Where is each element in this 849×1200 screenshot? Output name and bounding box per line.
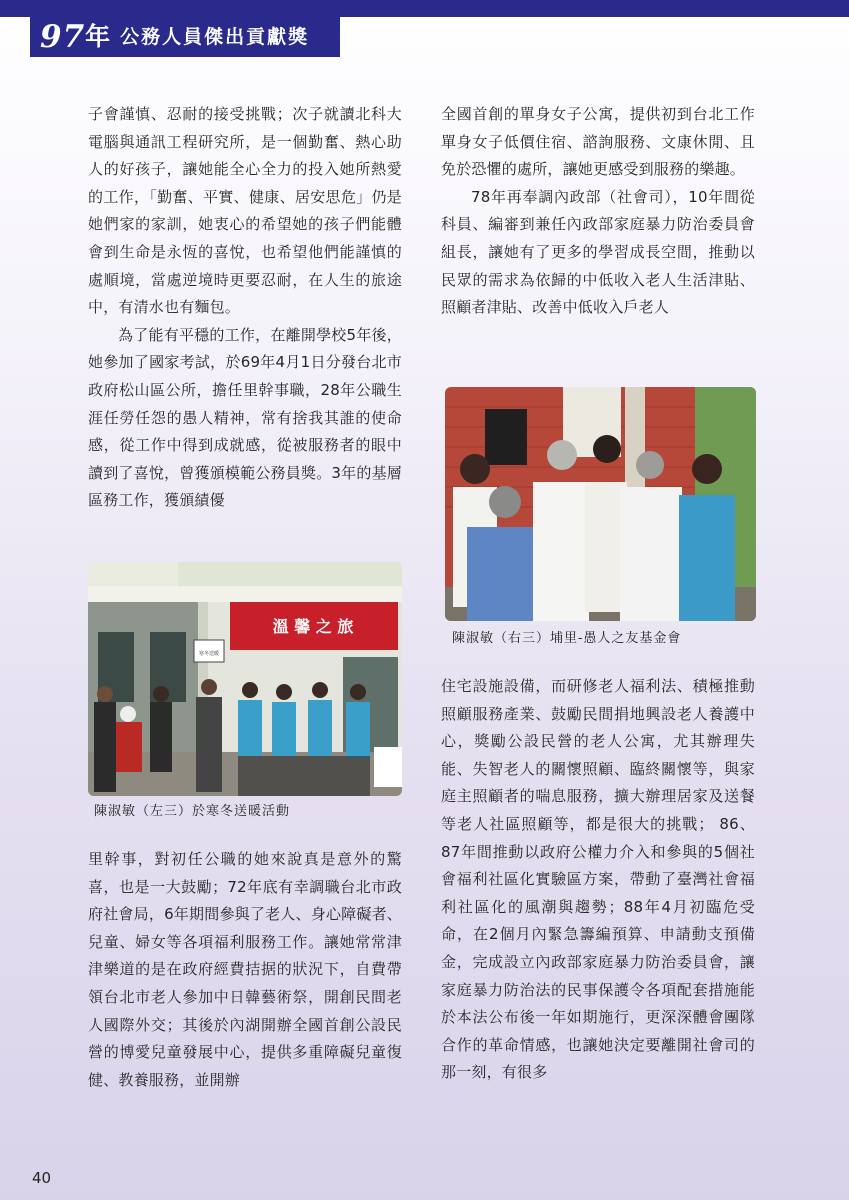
section-header bbox=[30, 17, 340, 57]
banner-text: 溫 馨 之 旅 bbox=[272, 617, 354, 636]
paragraph: 子會謹慎、忍耐的接受挑戰；次子就讀北科大電腦與通訊工程研究所，是一個勤奮、熱心助人的好孩子，讓她能全心全力的投入她所熱愛的工作，「勤奮、平實、健康、居安思危」仍是她們家的家訓，她衷心的希望她的孩子們能體會到生命是永恆的喜悅，也希望他們能謹慎的處順境，當處逆境時更要忍耐，在人生的旅途中，有清水也有麵包。 bbox=[88, 105, 402, 317]
page-number: 40 bbox=[32, 1169, 52, 1187]
paragraph: 為了能有平穩的工作，在離開學校5年後，她參加了國家考試，於69年4月1日分發台北市政府松山區公所，擔任里幹事職，28年公職生涯任勞任怨的愚人精神，常有捨我其誰的使命感，從工作中得到成就感，從被服務者的眼中讀到了喜悅，曾獲頒模範公務員獎。3年的基層區務工作，獲頒績優 bbox=[88, 325, 402, 510]
top-color-bar bbox=[0, 0, 849, 17]
header-series-title: 公務人員傑出貢獻獎 bbox=[120, 26, 310, 48]
left-column-bottom bbox=[88, 846, 402, 1094]
paragraph: 全國首創的單身女子公寓，提供初到台北工作單身女子低價住宿、諮詢服務、文康休閒、且免於恐懼的處所，讓她更感受到服務的樂趣。 bbox=[441, 105, 755, 179]
photo-puli-foundation-visit bbox=[445, 387, 756, 621]
paragraph: 住宅設施設備，而研修老人福利法、積極推動照顧服務產業、鼓勵民間捐地興設老人養護中心，獎勵公設民營的老人公寓，尤其辦理失能、失智老人的關懷照顧、臨終關懷等，與家庭主照顧者的喘息服務，擴大辦理居家及送餐等老人社區照顧等，都是很大的挑戰； 86、87年間推動以政府公權力介入和參與的5個社會福利社區化實驗區方案，帶動了臺灣社會福利社區化的風潮與趨勢；88年4月初臨危受命，在2個月內緊急籌編預算、申請動支預備金，完成設立內政部家庭暴力防治委員會，讓家庭暴力防治法的民事保護令各項配套措施能於本法公布後一年如期施行，更深深體會團隊合作的革命情感，也讓她決定要離開社會司的那一刻，有很多 bbox=[441, 677, 755, 1082]
header-year-suffix: 年 bbox=[85, 22, 111, 51]
paragraph: 里幹事，對初任公職的她來說真是意外的驚喜，也是一大鼓勵；72年底有幸調職台北市政府社會局，6年期間參與了老人、身心障礙者、兒童、婦女等各項福利服務工作。讓她常常津津樂道的是在政府經費拮据的狀況下，自費帶領台北市老人參加中日韓藝術祭，開創民間老人國際外交；其後於內湖開辦全國首創公設民營的博愛兒童發展中心，提供多重障礙兒童復健、教養服務，並開辦 bbox=[88, 850, 402, 1089]
left-column-top bbox=[88, 101, 402, 515]
header-year: 97 bbox=[40, 19, 86, 55]
photo-caption-right: 陳淑敏（右三）埔里-愚人之友基金會 bbox=[452, 631, 682, 646]
winter-charity-photo-illustration bbox=[88, 562, 402, 796]
group-photo-illustration bbox=[445, 387, 756, 621]
right-column-top bbox=[441, 101, 755, 322]
photo-winter-charity-event bbox=[88, 562, 402, 796]
sign-text: 寒冬送暖 bbox=[198, 651, 220, 657]
right-column-bottom bbox=[441, 673, 755, 1087]
paragraph: 78年再奉調內政部（社會司），10年間從科員、編審到兼任內政部家庭暴力防治委員會組長，讓她有了更多的學習成長空間，推動以民眾的需求為依歸的中低收入老人生活津貼、照顧者津貼、改善中低收入戶老人 bbox=[441, 187, 755, 317]
photo-caption-left: 陳淑敏（左三）於寒冬送暖活動 bbox=[94, 804, 291, 819]
